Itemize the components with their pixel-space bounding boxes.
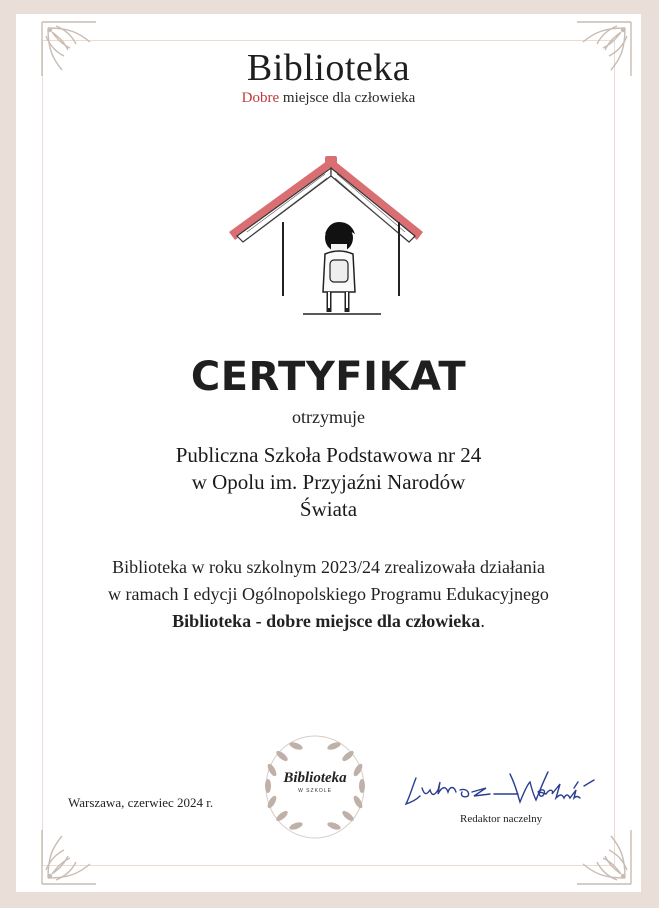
program-suffix: . [480,611,485,631]
brand-tagline-accent: Dobre [241,90,280,106]
recipient-line: Świata [299,497,358,521]
brand-title: Biblioteka [246,47,411,89]
recipient-name [16,442,641,523]
certificate-heading: CERTYFIKAT [190,354,467,400]
recipient-line: Publiczna Szkoła Podstawowa nr 24 [175,443,482,467]
place-date: Warszawa, czerwiec 2024 r. [68,795,214,810]
recipient-line: w Opolu im. Przyjaźni Narodów [191,470,466,494]
brand-tagline-rest: miejsce dla człowieka [279,90,416,106]
corner-ornament-icon [573,826,635,888]
book-roof-house-icon [221,142,431,320]
laurel-seal-icon [260,730,370,844]
signature-icon [398,766,608,812]
brand-tagline [16,90,641,107]
body-line: w ramach I edycji Ogólnopolskiego Programu Edukacyjnego [108,584,549,604]
signature-role: Redaktor naczelny [460,813,543,825]
seal-name: Biblioteka [283,770,347,786]
certificate-page [16,14,641,892]
certificate-body [16,554,641,635]
body-line: Biblioteka w roku szkolnym 2023/24 zrealizowała działania [112,557,545,577]
receives-label: otrzymuje [292,407,365,427]
seal-text [260,770,370,794]
corner-ornament-icon [38,826,100,888]
seal-subtitle: W SZKOLE [298,788,332,794]
program-line [16,608,641,635]
program-name: Biblioteka - dobre miejsce dla człowieka [172,611,481,631]
